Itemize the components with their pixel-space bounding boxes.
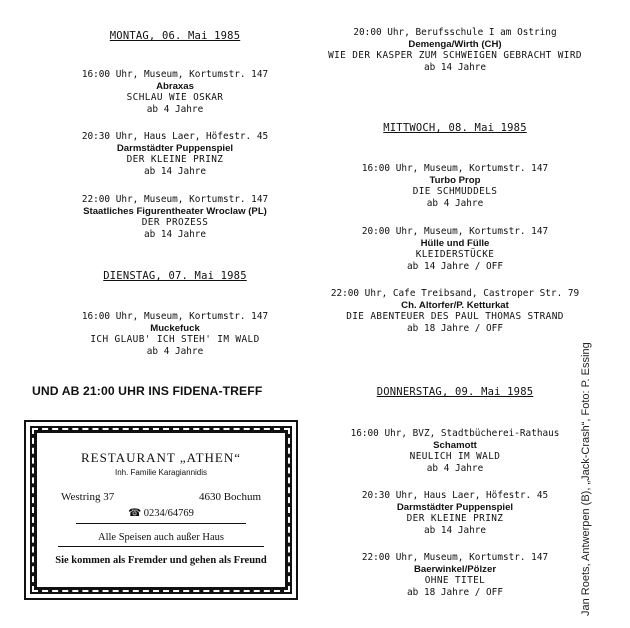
event-time-venue: 22:00 Uhr, Museum, Kortumstr. 147 [81, 194, 269, 205]
event-title: DER KLEINE PRINZ [406, 513, 504, 524]
restaurant-city: 4630 Bochum [198, 491, 261, 503]
event-age: ab 4 Jahre [146, 345, 204, 357]
event-title: OHNE TITEL [424, 575, 486, 586]
event-time-venue: 16:00 Uhr, Museum, Kortumstr. 147 [361, 163, 549, 174]
event-item [320, 27, 590, 73]
event-item [320, 428, 590, 474]
event-item [20, 311, 330, 357]
photo-credit: Jan Roets, Antwerpen (B), „Jack-Crash“, Foto: P. Essing [580, 342, 592, 616]
event-item [320, 226, 590, 272]
event-performer: Demenga/Wirth (CH) [408, 38, 502, 50]
event-performer: Staatliches Figurentheater Wroclaw (PL) [83, 205, 267, 217]
event-age: ab 18 Jahre / OFF [407, 322, 503, 334]
event-performer: Ch. Altorfer/P. Ketturkat [401, 299, 509, 311]
event-age: ab 4 Jahre [146, 103, 204, 115]
event-time-venue: 20:30 Uhr, Haus Laer, Höfestr. 45 [81, 131, 269, 142]
event-performer: Muckefuck [150, 322, 200, 334]
event-item [320, 552, 590, 598]
event-performer: Darmstädter Puppenspiel [396, 501, 514, 513]
event-time-venue: 22:00 Uhr, Cafe Treibsand, Castroper Str. 79 [330, 288, 580, 299]
event-title: DIE SCHMUDDELS [412, 186, 498, 197]
restaurant-tagline-slogan: Sie kommen als Fremder und gehen als Freund [55, 555, 267, 566]
event-performer: Abraxas [156, 80, 194, 92]
event-age: ab 4 Jahre [426, 197, 484, 209]
event-age: ab 14 Jahre [143, 228, 207, 240]
restaurant-name: RESTAURANT „ATHEN“ [80, 450, 242, 465]
event-title: NEULICH IM WALD [409, 451, 501, 462]
day-heading-thursday: DONNERSTAG, 09. Mai 1985 [376, 386, 534, 398]
event-time-venue: 16:00 Uhr, BVZ, Stadtbücherei-Rathaus [350, 428, 560, 439]
event-title: ICH GLAUB' ICH STEH' IM WALD [90, 334, 260, 345]
event-time-venue: 20:00 Uhr, Museum, Kortumstr. 147 [361, 226, 549, 237]
event-title: SCHLAU WIE OSKAR [126, 92, 224, 103]
event-time-venue: 20:00 Uhr, Berufsschule I am Ostring [353, 27, 557, 38]
event-age: ab 14 Jahre [143, 165, 207, 177]
event-item [20, 131, 330, 177]
divider [58, 546, 264, 547]
event-performer: Schamott [433, 439, 477, 451]
fidena-treff-promo: UND AB 21:00 UHR INS FIDENA-TREFF [32, 384, 263, 398]
event-title: WIE DER KASPER ZUM SCHWEIGEN GEBRACHT WIRD [328, 50, 582, 61]
day-heading-wednesday: MITTWOCH, 08. Mai 1985 [383, 122, 527, 134]
event-item [320, 288, 590, 334]
event-time-venue: 22:00 Uhr, Museum, Kortumstr. 147 [361, 552, 549, 563]
event-age: ab 18 Jahre / OFF [407, 586, 503, 598]
restaurant-address [61, 491, 261, 503]
event-time-venue: 20:30 Uhr, Haus Laer, Höfestr. 45 [361, 490, 549, 501]
restaurant-phone: ☎ 0234/64769 [128, 508, 194, 519]
ad-content [46, 442, 276, 578]
divider [76, 523, 246, 524]
restaurant-street: Westring 37 [61, 491, 115, 503]
event-age: ab 14 Jahre / OFF [407, 260, 503, 272]
event-item [20, 194, 330, 240]
event-title: DER PROZESS [141, 217, 209, 228]
event-item [320, 490, 590, 536]
event-performer: Darmstädter Puppenspiel [116, 142, 234, 154]
restaurant-owner: Inh. Familie Karagiannidis [114, 468, 208, 477]
event-time-venue: 16:00 Uhr, Museum, Kortumstr. 147 [81, 311, 269, 322]
event-item [320, 163, 590, 209]
restaurant-tagline-takeaway: Alle Speisen auch außer Haus [98, 532, 224, 543]
event-performer: Baerwinkel/Pölzer [413, 563, 497, 575]
event-age: ab 14 Jahre [423, 61, 487, 73]
event-performer: Hülle und Fülle [420, 237, 490, 249]
event-title: KLEIDERSTÜCKE [415, 249, 495, 260]
event-time-venue: 16:00 Uhr, Museum, Kortumstr. 147 [81, 69, 269, 80]
day-heading-monday: MONTAG, 06. Mai 1985 [109, 30, 241, 42]
event-age: ab 4 Jahre [426, 462, 484, 474]
event-age: ab 14 Jahre [423, 524, 487, 536]
restaurant-ad [24, 420, 298, 600]
day-heading-tuesday: DIENSTAG, 07. Mai 1985 [103, 270, 247, 282]
event-item [20, 69, 330, 115]
event-title: DER KLEINE PRINZ [126, 154, 224, 165]
event-title: DIE ABENTEUER DES PAUL THOMAS STRAND [346, 311, 564, 322]
event-performer: Turbo Prop [429, 174, 481, 186]
